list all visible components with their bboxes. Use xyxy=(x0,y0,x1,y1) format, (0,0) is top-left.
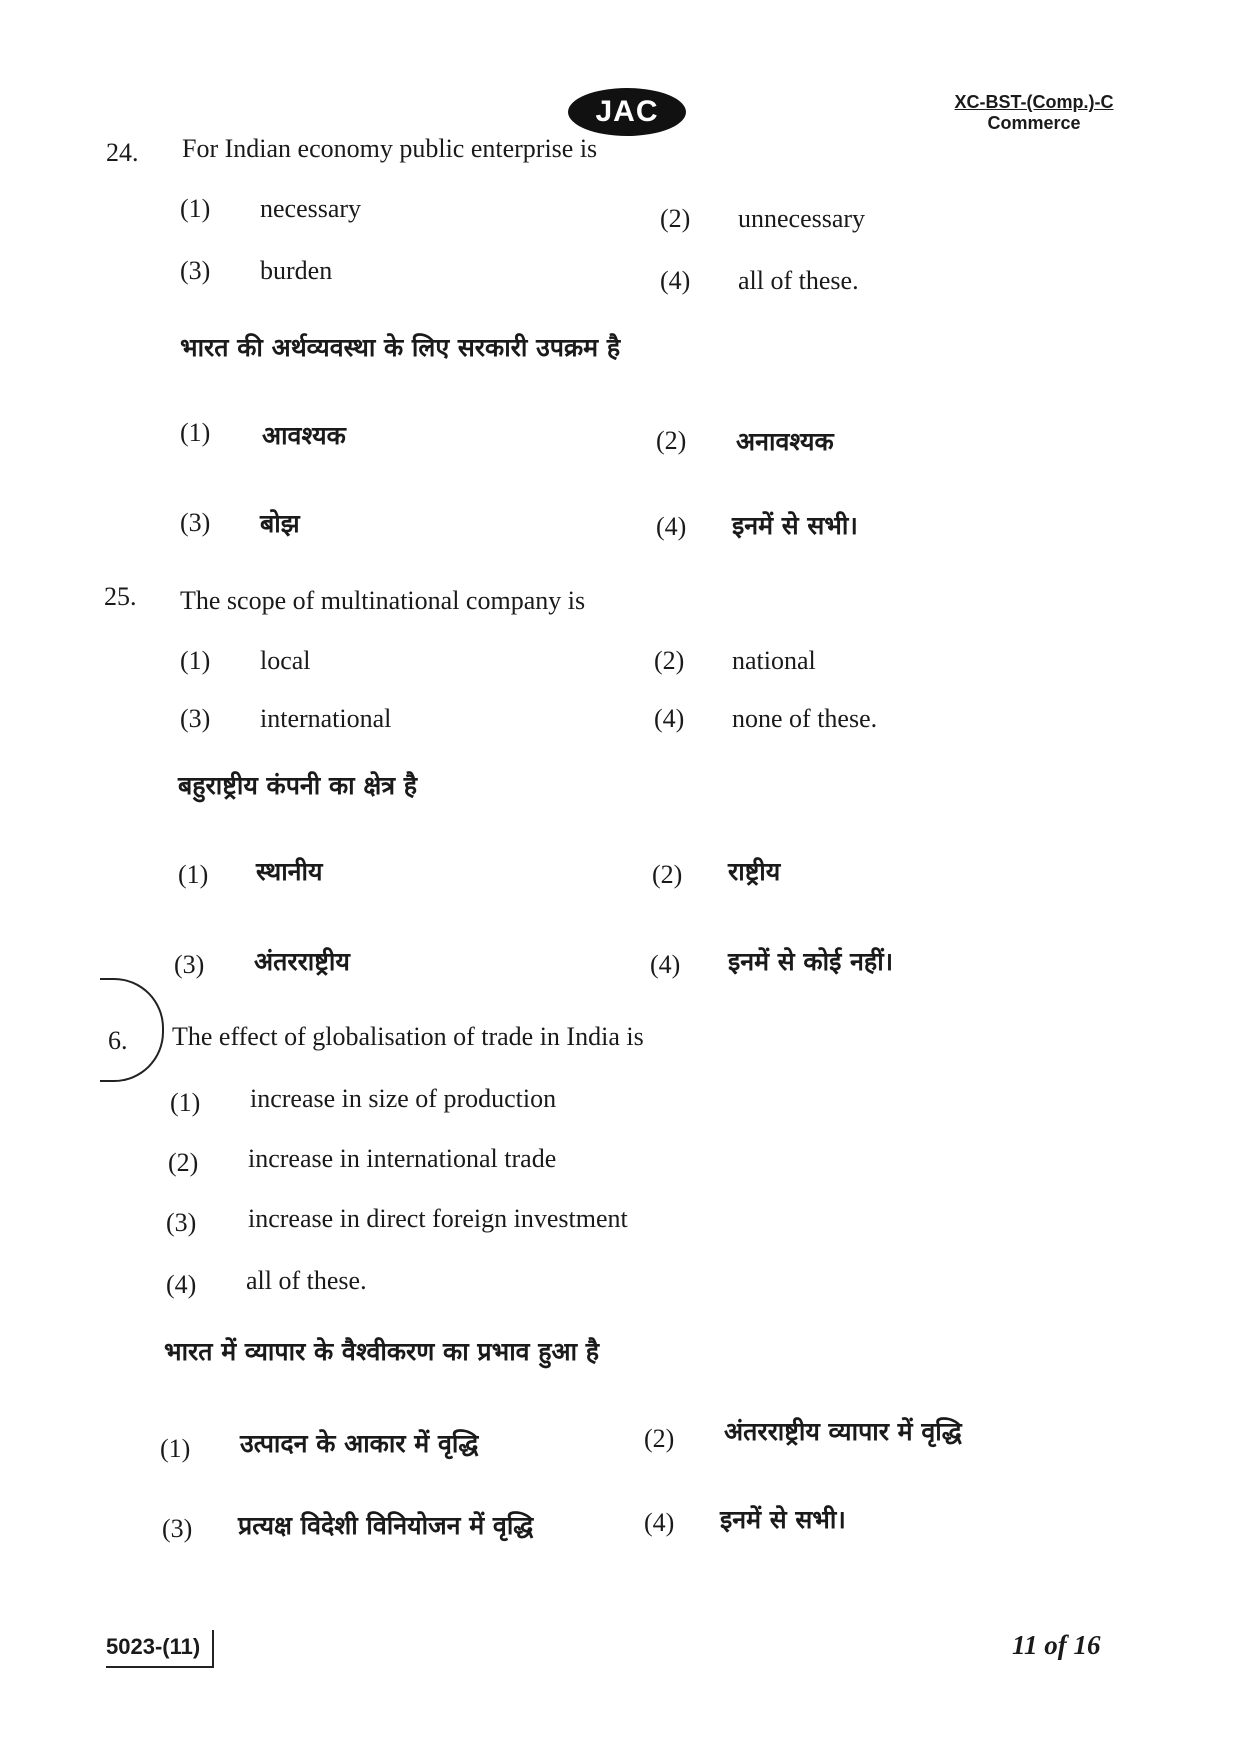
option-text: local xyxy=(260,646,311,675)
option-number: (4) xyxy=(650,950,681,979)
option-text: necessary xyxy=(260,194,362,223)
paper-code-block xyxy=(940,92,1128,134)
option-number: (3) xyxy=(180,508,211,537)
subject-label: Commerce xyxy=(987,113,1081,133)
option-text: increase in direct foreign investment xyxy=(248,1204,628,1233)
option-text: international xyxy=(260,704,392,733)
option-text: none of these. xyxy=(732,704,878,733)
option-text: increase in size of production xyxy=(250,1084,557,1113)
booklet-code: 5023-(11) xyxy=(106,1630,214,1668)
option-number: (2) xyxy=(654,646,685,675)
option-number: (1) xyxy=(178,860,209,889)
option-text: national xyxy=(732,646,816,675)
option-hindi-text: अनावश्यक xyxy=(736,427,834,456)
question-number: 24. xyxy=(106,138,139,167)
option-hindi-text: प्रत्यक्ष विदेशी विनियोजन में वृद्धि xyxy=(238,1511,534,1540)
question-hindi-text: बहुराष्ट्रीय कंपनी का क्षेत्र है xyxy=(178,771,418,800)
option-hindi-text: बोझ xyxy=(260,509,300,538)
question-hindi-text: भारत की अर्थव्यवस्था के लिए सरकारी उपक्रम है xyxy=(180,333,621,362)
option-number: (2) xyxy=(660,204,691,233)
paper-code: XC-BST-(Comp.)-C xyxy=(954,92,1114,112)
option-text: burden xyxy=(260,256,333,285)
option-text: unnecessary xyxy=(738,204,866,233)
option-number: (2) xyxy=(656,426,687,455)
option-number: (3) xyxy=(162,1514,193,1543)
option-text: increase in international trade xyxy=(248,1144,557,1173)
option-number: (1) xyxy=(180,418,211,447)
question-text: For Indian economy public enterprise is xyxy=(182,134,598,163)
option-number: (1) xyxy=(180,646,211,675)
question-number: 25. xyxy=(104,582,137,611)
option-hindi-text: अंतरराष्ट्रीय व्यापार में वृद्धि xyxy=(724,1417,962,1446)
option-number: (2) xyxy=(168,1148,199,1177)
question-hindi-text: भारत में व्यापार के वैश्वीकरण का प्रभाव हुआ है xyxy=(164,1337,600,1366)
option-hindi-text: राष्ट्रीय xyxy=(728,857,781,886)
page-number: 11 of 16 xyxy=(1012,1630,1101,1660)
option-hindi-text: अंतरराष्ट्रीय xyxy=(254,947,350,976)
option-number: (2) xyxy=(644,1424,675,1453)
question-number: 6. xyxy=(108,1026,128,1055)
option-number: (4) xyxy=(654,704,685,733)
option-hindi-text: उत्पादन के आकार में वृद्धि xyxy=(240,1429,479,1458)
option-hindi-text: इनमें से सभी। xyxy=(720,1505,846,1534)
option-number: (4) xyxy=(166,1270,197,1299)
option-hindi-text: स्थानीय xyxy=(256,857,323,886)
option-number: (4) xyxy=(644,1508,675,1537)
option-number: (1) xyxy=(170,1088,201,1117)
option-text: all of these. xyxy=(738,266,859,295)
option-hindi-text: इनमें से कोई नहीं। xyxy=(728,947,894,976)
option-number: (3) xyxy=(180,256,211,285)
option-hindi-text: आवश्यक xyxy=(262,421,346,450)
option-number: (1) xyxy=(160,1434,191,1463)
option-number: (3) xyxy=(174,950,205,979)
option-number: (4) xyxy=(656,512,687,541)
option-hindi-text: इनमें से सभी। xyxy=(732,511,858,540)
option-number: (4) xyxy=(660,266,691,295)
option-number: (2) xyxy=(652,860,683,889)
jac-logo: JAC xyxy=(568,88,686,136)
option-number: (1) xyxy=(180,194,211,223)
option-number: (3) xyxy=(166,1208,197,1237)
option-text: all of these. xyxy=(246,1266,367,1295)
question-text: The effect of globalisation of trade in India is xyxy=(172,1022,644,1051)
option-number: (3) xyxy=(180,704,211,733)
question-text: The scope of multinational company is xyxy=(180,586,586,615)
